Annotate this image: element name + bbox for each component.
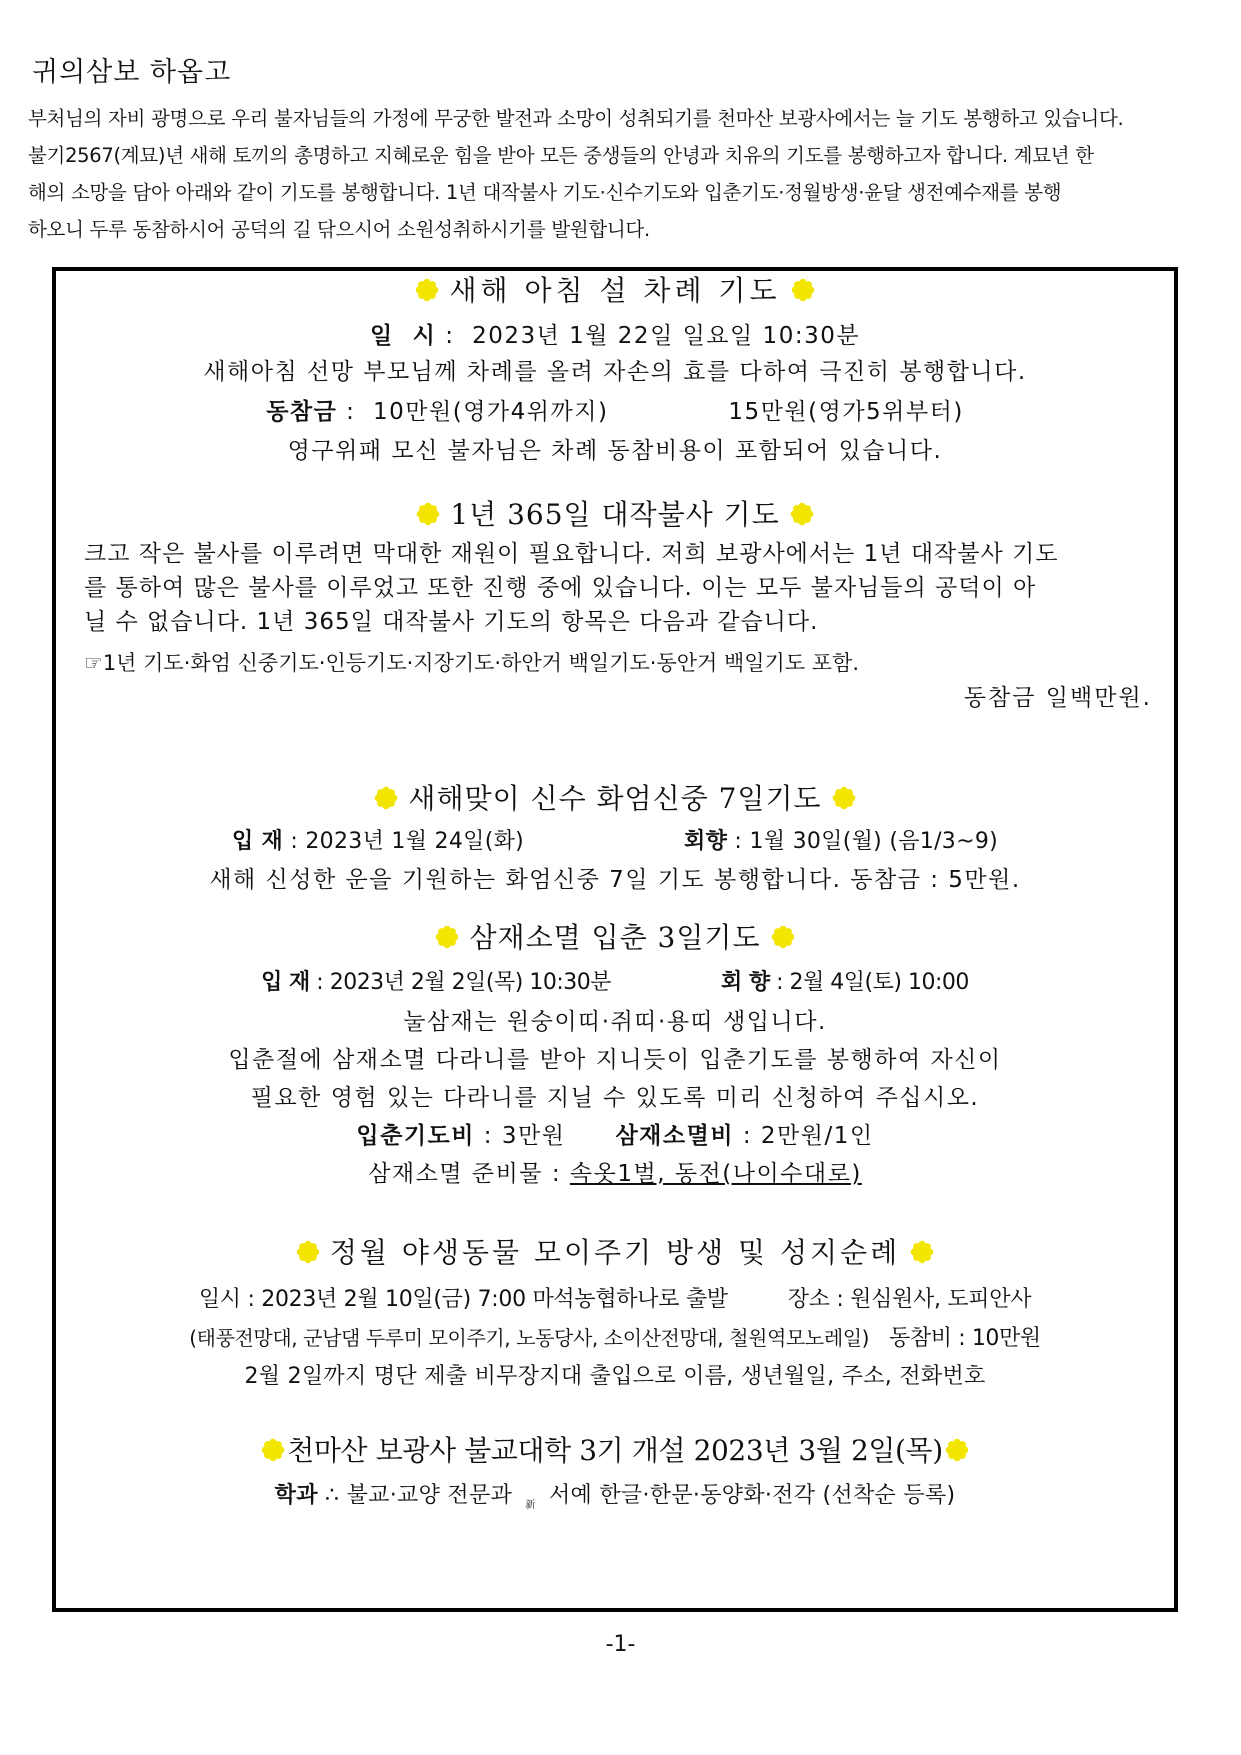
intro-line: 해의 소망을 담아 아래와 같이 기도를 봉행합니다. 1년 대작불사 기도·신수기도와 입춘기도·정월방생·윤달 생전예수재를 봉행 (28, 181, 1062, 204)
flower-icon (374, 786, 398, 810)
s3-schedule: 입 재 : 2023년 1월 24일(화) 회향 : 1월 30일(월) (음1/3~9) (232, 829, 998, 854)
s1-description: 새해아침 선망 부모님께 차례를 올려 자손의 효를 다하여 극진히 봉행합니다. (203, 359, 1027, 385)
greeting: 귀의삼보 하옵고 (32, 57, 232, 88)
s1-note: 영구위패 모신 불자님은 차례 동참비용이 포함되어 있습니다. (287, 438, 943, 464)
section-wildlife-pilgrimage-title: 정월 야생동물 모이주기 방생 및 성지순례 (56, 1231, 1174, 1271)
flower-icon (945, 1438, 969, 1462)
s5-schedule: 일시 : 2023년 2월 10일(금) 7:00 마석농협하나로 출발 장소 : 원심원사, 도피안사 (198, 1287, 1032, 1312)
intro-line: 부처님의 자비 광명으로 우리 불자님들의 가정에 무궁한 발전과 소망이 성취되기를 천마산 보광사에서는 늘 기도 봉행하고 있습니다. (28, 107, 1124, 130)
flower-icon (910, 1240, 934, 1264)
s2-items: ☞1년 기도·화엄 신중기도·인등기도·지장기도·하안거 백일기도·동안거 백일기도 포함. (84, 651, 860, 675)
s4-line1: 눌삼재는 원숭이띠·쥐띠·용띠 생입니다. (403, 1009, 827, 1035)
s3-description: 새해 신성한 운을 기원하는 화엄신중 7일 기도 봉행합니다. 동참금 : 5만원. (209, 867, 1021, 893)
intro-paragraph (28, 100, 1218, 248)
intro-line: 불기2567(계묘)년 새해 토끼의 총명하고 지혜로운 힘을 받아 모든 중생들의 안녕과 치유의 기도를 봉행하고자 합니다. 계묘년 한 (28, 144, 1094, 167)
section-new-year-rite-title: 새해 아침 설 차례 기도 (56, 269, 1174, 309)
new-mark: 新 (525, 1500, 536, 1511)
flower-icon (832, 786, 856, 810)
s4-schedule: 입 재 : 2023년 2월 2일(목) 10:30분 회 향 : 2월 4일(토) 10:00 (261, 970, 969, 995)
s2-paragraph: 크고 작은 불사를 이루려면 막대한 재원이 필요합니다. 저희 보광사에서는 1년 대작불사 기도 를 통하여 많은 불사를 이루었고 또한 진행 중에 있습니다. 이는 모두 불자님들의 공덕이 아 닐 수 없습니다. 1년 365일 대작불사 기도의 항목은 다음과 같습니다. (84, 541, 1059, 635)
s4-preparation: 삼재소멸 준비물 : 속옷1벌, 동전(나이수대로) (368, 1161, 862, 1187)
flower-icon (435, 925, 459, 949)
flower-icon (790, 502, 814, 526)
s1-fee: 동참금 : 10만원(영가4위까지) 15만원(영가5위부터) (266, 399, 964, 425)
section-hwaeom-7day-title: 새해맞이 신수 화엄신중 7일기도 (56, 777, 1174, 817)
flower-icon (771, 925, 795, 949)
s6-departments: 학과 ∴ 불교·교양 전문과 $_新$ 서예 한글·한문·동양화·전각 (선착순 등록) (274, 1483, 956, 1511)
s1-date: 일 시 : 2023년 1월 22일 일요일 10:30분 (369, 323, 861, 349)
section-ipchun-3day-title: 삼재소멸 입춘 3일기도 (56, 916, 1174, 956)
s4-fees: 입춘기도비 : 3만원 삼재소멸비 : 2만원/1인 (356, 1123, 874, 1149)
notice-box (52, 267, 1178, 1612)
flower-icon (296, 1240, 320, 1264)
flower-icon (791, 278, 815, 302)
page-number: -1- (605, 1632, 636, 1657)
intro-line: 하오니 두루 동참하시어 공덕의 길 닦으시어 소원성취하시기를 발원합니다. (28, 218, 650, 241)
flower-icon (415, 278, 439, 302)
s4-line3: 필요한 영험 있는 다라니를 지닐 수 있도록 미리 신청하여 주십시오. (250, 1085, 980, 1111)
section-buddhist-college-title: 천마산 보광사 불교대학 3기 개설 2023년 3월 2일(목) (56, 1429, 1174, 1469)
flower-icon (261, 1438, 285, 1462)
s4-line2: 입춘절에 삼재소멸 다라니를 받아 지니듯이 입춘기도를 봉행하여 자신이 (228, 1047, 1002, 1073)
section-major-buddhist-work-title: 1년 365일 대작불사 기도 (56, 493, 1174, 533)
s5-registration: 2월 2일까지 명단 제출 비무장지대 출입으로 이름, 생년월일, 주소, 전화번호 (244, 1364, 986, 1389)
s5-places: (태풍전망대, 군남댐 두루미 모이주기, 노동당사, 소이산전망대, 철원역모노레일) 동참비 : 10만원 (189, 1326, 1041, 1351)
flower-icon (416, 502, 440, 526)
s2-fee: 동참금 일백만원. (963, 685, 1152, 711)
